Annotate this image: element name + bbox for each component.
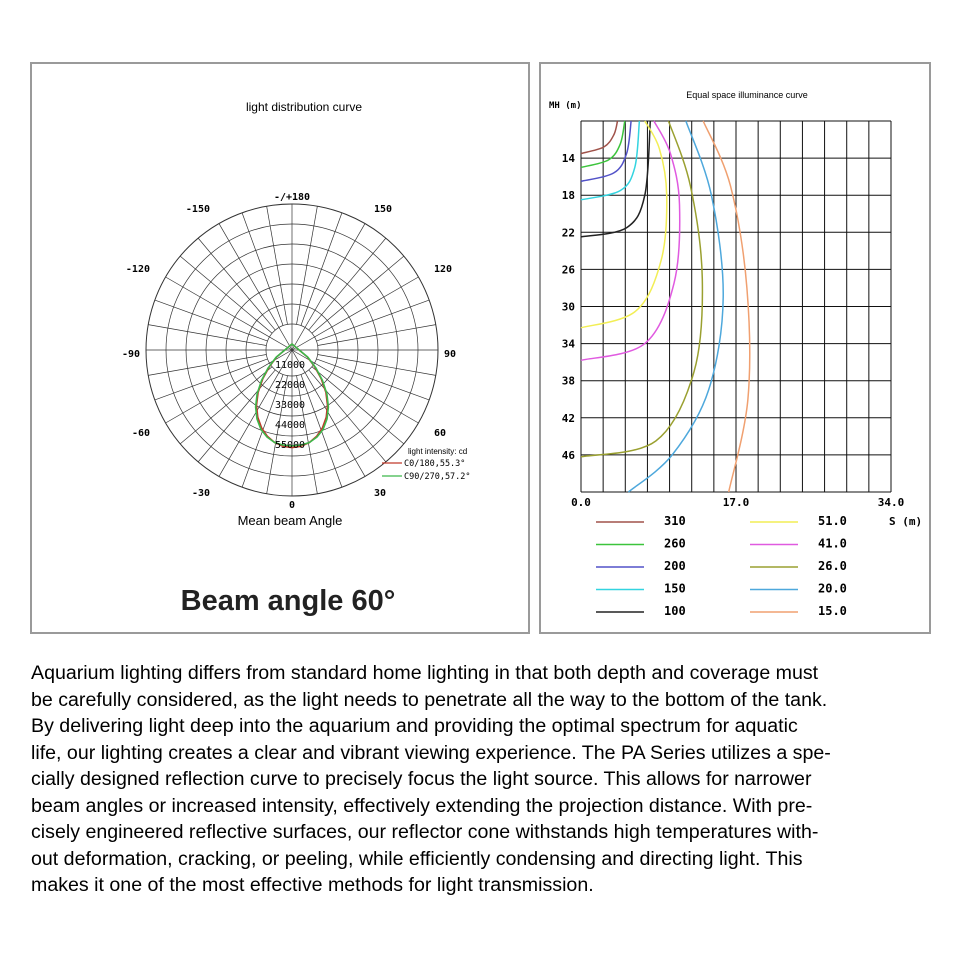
illuminance-chart xyxy=(541,64,929,632)
product-description xyxy=(31,660,931,899)
description-line: makes it one of the most effective methods for light transmission. xyxy=(31,874,594,896)
polar-angle-label: -120 xyxy=(125,264,150,275)
polar-angle-label: -150 xyxy=(185,204,210,215)
polar-angle-label: 30 xyxy=(374,488,387,499)
y-tick-label: 34 xyxy=(561,337,575,351)
description-line: Aquarium lighting differs from standard home lighting in that both depth and coverage must xyxy=(31,662,819,684)
illum-series-7 xyxy=(581,121,702,457)
illum-legend-label: 20.0 xyxy=(818,581,847,596)
description-line: out deformation, cracking, or peeling, while efficiently condensing and directing light. This xyxy=(31,847,803,870)
x-axis-label: S (m) xyxy=(889,515,923,528)
light-distribution-chart xyxy=(32,64,528,632)
legend-entry: C0/180,55.3° xyxy=(404,459,466,469)
description-line: be carefully considered, as the light needs to penetrate all the way to the bottom of the tank. xyxy=(31,688,828,711)
polar-angle-label: 0 xyxy=(288,500,296,511)
description-line: By delivering light deep into the aquarium and providing the optimal spectrum for aquatic xyxy=(31,715,798,737)
polar-radial-label: 11000 xyxy=(274,360,306,371)
y-tick-label: 46 xyxy=(561,448,575,462)
illum-legend-label: 15.0 xyxy=(818,604,847,618)
description-line: cisely engineered reflective surfaces, our reflector cone withstands high temperatures with- xyxy=(31,821,819,843)
polar-angle-label: -60 xyxy=(131,428,150,439)
illum-legend xyxy=(596,514,847,618)
illum-legend-label: 41.0 xyxy=(818,536,847,551)
polar-angle-label: -90 xyxy=(121,349,140,360)
polar-radial-label: 22000 xyxy=(274,380,306,391)
polar-angle-label: 90 xyxy=(444,349,457,360)
polar-radial-labels xyxy=(275,360,305,451)
y-tick-label: 18 xyxy=(561,189,575,203)
polar-angle-label: 150 xyxy=(374,204,393,215)
polar-angle-label: -30 xyxy=(191,488,210,499)
description-line: life, our lighting creates a clear and vibrant viewing experience. The PA Series utilizes a spe- xyxy=(31,741,831,764)
illum-legend-label: 100 xyxy=(664,604,686,618)
illum-legend-label: 310 xyxy=(664,514,686,528)
y-tick-label: 26 xyxy=(561,263,575,277)
description-line: beam angles or increased intensity, effectively extending the projection distance. With pre- xyxy=(31,794,813,817)
legend-entry: C90/270,57.2° xyxy=(404,472,471,482)
illum-grid xyxy=(581,121,891,492)
polar-angle-label: 120 xyxy=(434,264,453,275)
description-line: cially designed reflection curve to precisely focus the light source. This allows for narrower xyxy=(31,768,812,790)
illum-legend-label: 150 xyxy=(664,581,686,596)
illum-series-0 xyxy=(581,121,618,154)
x-tick-label: 0.0 xyxy=(571,496,591,509)
y-tick-label: 38 xyxy=(561,374,575,388)
polar-angle-label: 60 xyxy=(434,428,447,439)
beam-angle-footer: Beam angle 60° xyxy=(180,585,396,617)
polar-grid xyxy=(146,204,438,496)
polar-radial-label: 44000 xyxy=(274,420,306,431)
y-tick-label: 14 xyxy=(561,152,575,166)
polar-legend xyxy=(382,447,471,482)
illum-legend-label: 26.0 xyxy=(818,559,847,573)
y-tick-label: 42 xyxy=(561,411,575,425)
polar-chart-panel xyxy=(30,62,530,634)
illum-ticks xyxy=(562,152,905,509)
y-tick-label: 22 xyxy=(561,226,575,240)
x-tick-label: 17.0 xyxy=(722,496,750,509)
polar-radial-label: 33000 xyxy=(274,400,306,411)
illum-chart-title: Equal space illuminance curve xyxy=(686,90,808,100)
mean-beam-angle-label: Mean beam Angle xyxy=(237,513,343,528)
y-axis-label: MH (m) xyxy=(549,101,582,111)
polar-chart-title: light distribution curve xyxy=(245,100,363,114)
illum-legend-label: 51.0 xyxy=(818,514,847,528)
illum-legend-label: 200 xyxy=(664,559,686,573)
polar-radial-label: 55000 xyxy=(274,440,306,451)
illum-series-5 xyxy=(581,121,667,328)
x-tick-label: 34.0 xyxy=(877,496,905,509)
y-tick-label: 30 xyxy=(561,300,575,314)
illuminance-chart-panel xyxy=(539,62,931,634)
polar-angle-label: -/+180 xyxy=(273,192,311,203)
legend-title: light intensity: cd xyxy=(408,447,468,456)
illum-legend-label: 260 xyxy=(664,536,686,551)
